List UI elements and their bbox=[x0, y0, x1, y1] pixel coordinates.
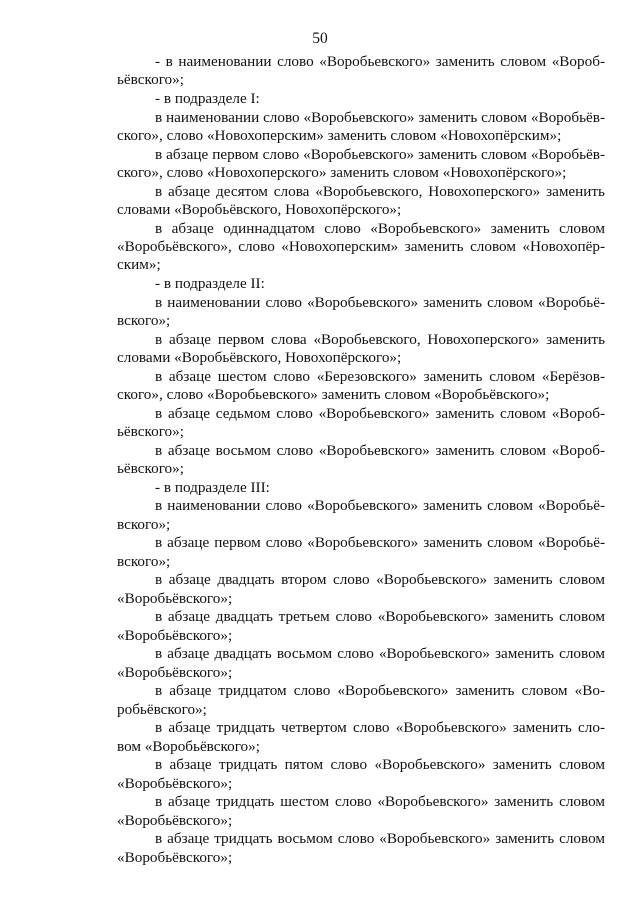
paragraph: в абзаце тридцать восьмом слово «Воробьевского» заменить словом «Воробьёвского»; bbox=[117, 830, 605, 866]
paragraph: в абзаце двадцать третьем слово «Воробьевского» заменить словом «Воробьёвского»; bbox=[117, 608, 605, 644]
paragraph: - в подразделе I: bbox=[155, 90, 260, 107]
page-number: 50 bbox=[312, 30, 328, 47]
paragraph: в абзаце первом слова «Воробьевского, Новохоперского» заменить словами «Воробьёвского, Новохопёрского»; bbox=[117, 330, 605, 366]
paragraph: в абзаце тридцать шестом слово «Воробьевского» заменить словом «Воробьёвского»; bbox=[117, 793, 605, 829]
paragraph: - в подразделе III: bbox=[155, 478, 270, 496]
document-body bbox=[117, 53, 605, 867]
paragraph: в абзаце одиннадцатом слово «Воробьевского» заменить словом «Воробьёвского», слово «Новохоперским» заменить словом «Новохопёрским»; bbox=[117, 219, 605, 274]
paragraph: в абзаце десятом слова «Воробьевского, Новохоперского» заменить словами «Воробьёвского, Новохопёрского»; bbox=[117, 182, 605, 218]
paragraph: в абзаце первом слово «Воробьевского» заменить словом «Воробьёвского»; bbox=[117, 534, 605, 570]
paragraph: в абзаце седьмом слово «Воробьевского» заменить словом «Воробьёвского»; bbox=[117, 404, 605, 440]
paragraph: - в наименовании слово «Воробьевского» заменить словом «Воробьёвского»; bbox=[117, 53, 605, 89]
paragraph: - в подразделе II: bbox=[155, 275, 265, 292]
paragraph: в наименовании слово «Воробьевского» заменить словом «Воробьёвского»; bbox=[117, 293, 605, 329]
paragraph: в абзаце тридцатом слово «Воробьевского» заменить словом «Воробьёвского»; bbox=[117, 682, 605, 718]
paragraph: в наименовании слово «Воробьевского» заменить словом «Воробьёвского», слово «Новохоперским» заменить словом «Новохопёрским»; bbox=[117, 108, 605, 144]
paragraph: в абзаце тридцать пятом слово «Воробьевского» заменить словом «Воробьёвского»; bbox=[117, 756, 605, 792]
paragraph: в абзаце восьмом слово «Воробьевского» заменить словом «Воробьёвского»; bbox=[117, 441, 605, 477]
paragraph: в наименовании слово «Воробьевского» заменить словом «Воробьёвского»; bbox=[117, 497, 605, 533]
paragraph: в абзаце первом слово «Воробьевского» заменить словом «Воробьёвского», слово «Новохоперского» заменить словом «Новохопёрского»; bbox=[117, 145, 605, 181]
paragraph: в абзаце двадцать втором слово «Воробьевского» заменить словом «Воробьёвского»; bbox=[117, 571, 605, 607]
paragraph: в абзаце двадцать восьмом слово «Воробьевского» заменить словом «Воробьёвского»; bbox=[117, 645, 605, 681]
paragraph: в абзаце шестом слово «Березовского» заменить словом «Берёзовского», слово «Воробьевского» заменить словом «Воробьёвского»; bbox=[117, 367, 605, 403]
paragraph: в абзаце тридцать четвертом слово «Воробьевского» заменить словом «Воробьёвского»; bbox=[117, 719, 605, 755]
